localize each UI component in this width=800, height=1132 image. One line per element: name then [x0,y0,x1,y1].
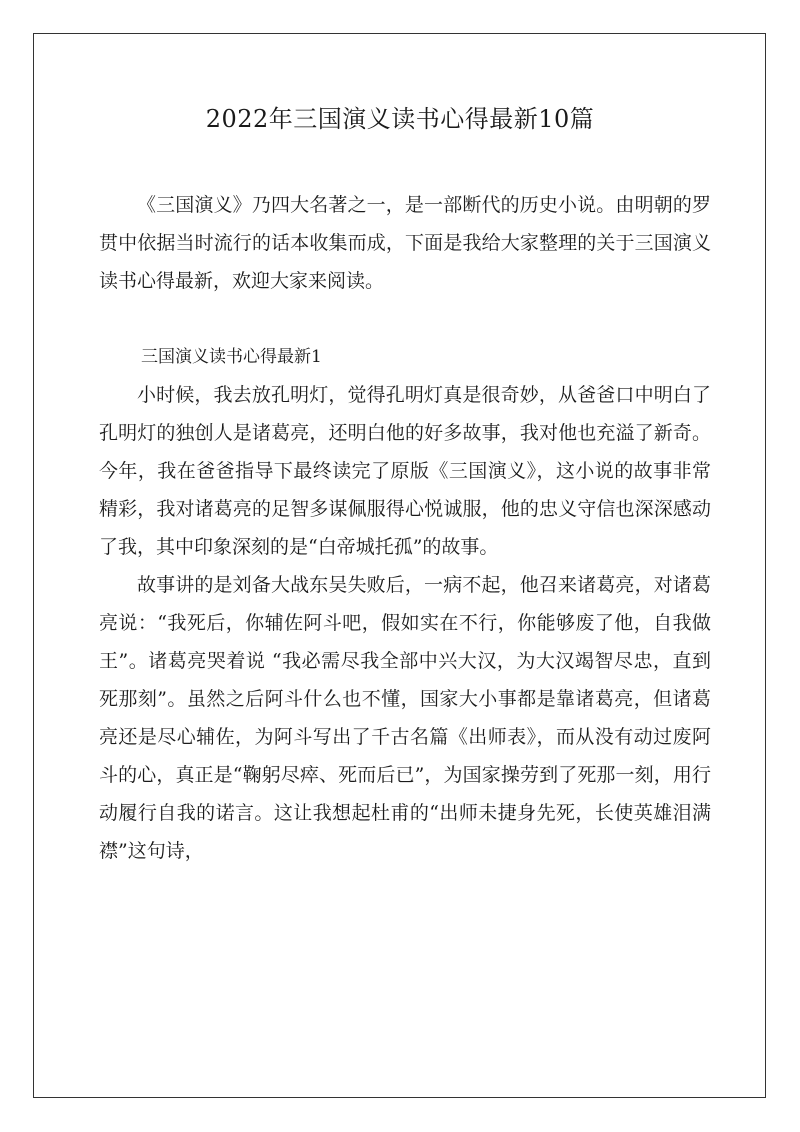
body-paragraph: 小时候，我去放孔明灯，觉得孔明灯真是很奇妙，从爸爸口中明白了孔明灯的独创人是诸葛亮，还明白他的好多故事，我对他也充溢了新奇。今年，我在爸爸指导下最终读完了原版《三国演义》，这小说的故事非常精彩，我对诸葛亮的足智多谋佩服得心悦诚服，他的忠义守信也深深感动了我，其中印象深刻的是“白帝城托孤”的故事。 [99,384,711,558]
document-body [99,186,711,870]
document-title: 2022年三国演义读书心得最新10篇 [205,105,595,133]
body-paragraph: 故事讲的是刘备大战东吴失败后，一病不起，他召来诸葛亮，对诸葛亮说：“我死后，你辅佐阿斗吧，假如实在不行，你能够废了他，自我做王”。诸葛亮哭着说 “我必需尽我全部中兴大汉，为大汉竭智尽忠，直到死那刻”。虽然之后阿斗什么也不懂，国家大小事都是靠诸葛亮，但诸葛亮还是尽心辅佐，为阿斗写出了千古名篇《出师表》，而从没有动过废阿斗的心，真正是“鞠躬尽瘁、死而后已”，为国家操劳到了死那一刻，用行动履行自我的诺言。这让我想起杜甫的“出师未捷身先死，长使英雄泪满襟”这句诗， [99,574,711,862]
section-heading: 三国演义读书心得最新1 [141,347,322,367]
intro-paragraph: 《三国演义》乃四大名著之一，是一部断代的历史小说。由明朝的罗贯中依据当时流行的话本收集而成，下面是我给大家整理的关于三国演义读书心得最新，欢迎大家来阅读。 [99,194,711,292]
